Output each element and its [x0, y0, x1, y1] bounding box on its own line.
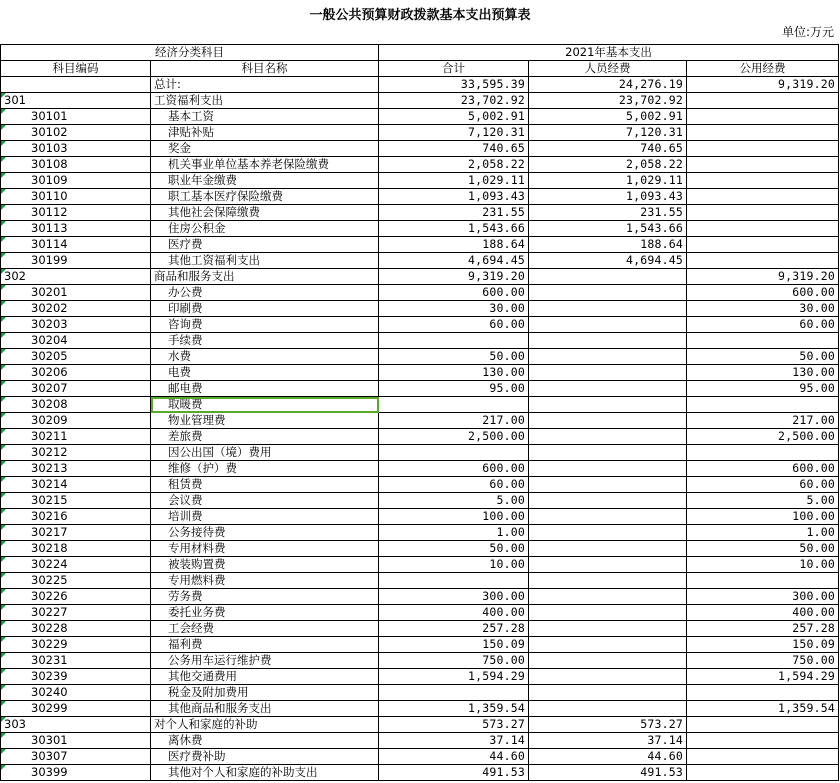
- table-row: [1, 589, 839, 605]
- table-row: [1, 285, 839, 301]
- cell-name[interactable]: 其他对个人和家庭的补助支出: [151, 765, 379, 781]
- cell-code[interactable]: 30207: [1, 381, 151, 397]
- cell-name[interactable]: 奖金: [151, 141, 379, 157]
- table-row: [1, 653, 839, 669]
- cell-total[interactable]: 5,002.91: [379, 109, 529, 125]
- cell-public[interactable]: 750.00: [687, 653, 839, 669]
- cell-code[interactable]: 30206: [1, 365, 151, 381]
- cell-total[interactable]: 4,694.45: [379, 253, 529, 269]
- table-row: [1, 765, 839, 781]
- cell-code[interactable]: 30102: [1, 125, 151, 141]
- cell-total[interactable]: 30.00: [379, 301, 529, 317]
- cell-total[interactable]: [379, 333, 529, 349]
- cell-total[interactable]: [379, 685, 529, 701]
- cell-public[interactable]: [687, 397, 839, 413]
- table-row: [1, 429, 839, 445]
- cell-total[interactable]: 2,500.00: [379, 429, 529, 445]
- cell-personnel[interactable]: [529, 317, 687, 333]
- table-row: [1, 717, 839, 733]
- cell-public[interactable]: [687, 445, 839, 461]
- cell-code[interactable]: 30114: [1, 237, 151, 253]
- cell-total[interactable]: 257.28: [379, 621, 529, 637]
- cell-total[interactable]: 23,702.92: [379, 93, 529, 109]
- cell-name[interactable]: 其他交通费用: [151, 669, 379, 685]
- table-row: [1, 461, 839, 477]
- cell-total[interactable]: 44.60: [379, 749, 529, 765]
- header-code[interactable]: 科目编码: [1, 61, 151, 77]
- cell-public[interactable]: 1,359.54: [687, 701, 839, 717]
- unit-label: 单位:万元: [781, 25, 834, 39]
- table-row: [1, 701, 839, 717]
- cell-personnel[interactable]: 231.55: [529, 205, 687, 221]
- cell-personnel[interactable]: [529, 285, 687, 301]
- table-row: [1, 525, 839, 541]
- cell-public[interactable]: 100.00: [687, 509, 839, 525]
- cell-name[interactable]: 医疗费补助: [151, 749, 379, 765]
- cell-name[interactable]: 印刷费: [151, 301, 379, 317]
- cell-name[interactable]: 税金及附加费用: [151, 685, 379, 701]
- cell-total[interactable]: 100.00: [379, 509, 529, 525]
- cell-personnel[interactable]: [529, 573, 687, 589]
- header-group-economic[interactable]: 经济分类科目: [1, 45, 379, 61]
- cell-public[interactable]: [687, 125, 839, 141]
- cell-public[interactable]: [687, 733, 839, 749]
- cell-total[interactable]: [379, 445, 529, 461]
- cell-public[interactable]: [687, 253, 839, 269]
- cell-code[interactable]: 30110: [1, 189, 151, 205]
- cell-personnel[interactable]: 7,120.31: [529, 125, 687, 141]
- cell-code[interactable]: 30202: [1, 301, 151, 317]
- cell-total[interactable]: 573.27: [379, 717, 529, 733]
- cell-total[interactable]: 50.00: [379, 349, 529, 365]
- cell-code[interactable]: 30108: [1, 157, 151, 173]
- cell-code[interactable]: 30399: [1, 765, 151, 781]
- cell-personnel[interactable]: 24,276.19: [529, 77, 687, 93]
- cell-total[interactable]: 1,029.11: [379, 173, 529, 189]
- cell-personnel[interactable]: 573.27: [529, 717, 687, 733]
- table-row: [1, 125, 839, 141]
- cell-total[interactable]: 9,319.20: [379, 269, 529, 285]
- cell-public[interactable]: [687, 173, 839, 189]
- cell-code[interactable]: 30101: [1, 109, 151, 125]
- cell-total[interactable]: 400.00: [379, 605, 529, 621]
- cell-personnel[interactable]: 1,543.66: [529, 221, 687, 237]
- cell-name[interactable]: 办公费: [151, 285, 379, 301]
- cell-public[interactable]: 600.00: [687, 285, 839, 301]
- cell-total[interactable]: 33,595.39: [379, 77, 529, 93]
- cell-personnel[interactable]: [529, 333, 687, 349]
- cell-public[interactable]: [687, 189, 839, 205]
- cell-personnel[interactable]: 23,702.92: [529, 93, 687, 109]
- table-row: [1, 221, 839, 237]
- table-row: [1, 157, 839, 173]
- cell-personnel[interactable]: [529, 477, 687, 493]
- cell-personnel[interactable]: 44.60: [529, 749, 687, 765]
- table-row: [1, 669, 839, 685]
- cell-code[interactable]: 30213: [1, 461, 151, 477]
- cell-personnel[interactable]: [529, 701, 687, 717]
- cell-total[interactable]: 95.00: [379, 381, 529, 397]
- cell-code[interactable]: 30214: [1, 477, 151, 493]
- header-total[interactable]: 合计: [379, 61, 529, 77]
- cell-name[interactable]: 其他社会保障缴费: [151, 205, 379, 221]
- cell-public[interactable]: [687, 333, 839, 349]
- cell-personnel[interactable]: 491.53: [529, 765, 687, 781]
- cell-personnel[interactable]: [529, 445, 687, 461]
- cell-code[interactable]: 30231: [1, 653, 151, 669]
- page-title: 一般公共预算财政拨款基本支出预算表: [309, 8, 531, 23]
- cell-name[interactable]: 公务用车运行维护费: [151, 653, 379, 669]
- cell-name[interactable]: 专用材料费: [151, 541, 379, 557]
- table-row: [1, 733, 839, 749]
- header-name[interactable]: 科目名称: [151, 61, 379, 77]
- cell-personnel[interactable]: [529, 685, 687, 701]
- table-row: [1, 189, 839, 205]
- cell-public[interactable]: 10.00: [687, 557, 839, 573]
- cell-personnel[interactable]: [529, 461, 687, 477]
- cell-name[interactable]: 其他商品和服务支出: [151, 701, 379, 717]
- cell-total[interactable]: 1,359.54: [379, 701, 529, 717]
- cell-code[interactable]: 30201: [1, 285, 151, 301]
- cell-code[interactable]: 30226: [1, 589, 151, 605]
- cell-public[interactable]: 1,594.29: [687, 669, 839, 685]
- table-row: [1, 349, 839, 365]
- table-row: [1, 685, 839, 701]
- cell-total[interactable]: 750.00: [379, 653, 529, 669]
- cell-code[interactable]: 30301: [1, 733, 151, 749]
- cell-name[interactable]: 被装购置费: [151, 557, 379, 573]
- cell-total[interactable]: 740.65: [379, 141, 529, 157]
- header-group-basic-expense[interactable]: 2021年基本支出: [379, 45, 839, 61]
- cell-name[interactable]: 电费: [151, 365, 379, 381]
- cell-name[interactable]: 手续费: [151, 333, 379, 349]
- cell-total[interactable]: 600.00: [379, 461, 529, 477]
- cell-personnel[interactable]: [529, 269, 687, 285]
- table-row: [1, 621, 839, 637]
- cell-name[interactable]: 住房公积金: [151, 221, 379, 237]
- cell-code[interactable]: 30113: [1, 221, 151, 237]
- cell-name[interactable]: 维修（护）费: [151, 461, 379, 477]
- cell-code[interactable]: 30307: [1, 749, 151, 765]
- cell-name[interactable]: 水费: [151, 349, 379, 365]
- cell-total[interactable]: [379, 397, 529, 413]
- cell-total[interactable]: 130.00: [379, 365, 529, 381]
- cell-public[interactable]: 50.00: [687, 349, 839, 365]
- table-row: [1, 749, 839, 765]
- cell-code[interactable]: 30112: [1, 205, 151, 221]
- cell-name[interactable]: 取暖费: [151, 397, 379, 413]
- cell-personnel[interactable]: 37.14: [529, 733, 687, 749]
- table-row: [1, 397, 839, 413]
- cell-public[interactable]: 60.00: [687, 317, 839, 333]
- table-row: [1, 413, 839, 429]
- cell-code[interactable]: 30215: [1, 493, 151, 509]
- cell-total[interactable]: 7,120.31: [379, 125, 529, 141]
- cell-personnel[interactable]: [529, 509, 687, 525]
- table-row: [1, 637, 839, 653]
- cell-name[interactable]: 商品和服务支出: [151, 269, 379, 285]
- cell-code[interactable]: 30209: [1, 413, 151, 429]
- cell-public[interactable]: 400.00: [687, 605, 839, 621]
- cell-code[interactable]: 30103: [1, 141, 151, 157]
- cell-public[interactable]: 9,319.20: [687, 269, 839, 285]
- cell-total[interactable]: 50.00: [379, 541, 529, 557]
- table-body: [1, 77, 839, 781]
- cell-public[interactable]: [687, 109, 839, 125]
- cell-name[interactable]: 委托业务费: [151, 605, 379, 621]
- cell-total[interactable]: 231.55: [379, 205, 529, 221]
- cell-public[interactable]: 95.00: [687, 381, 839, 397]
- cell-public[interactable]: [687, 749, 839, 765]
- cell-total[interactable]: 1,543.66: [379, 221, 529, 237]
- cell-personnel[interactable]: 1,029.11: [529, 173, 687, 189]
- cell-code[interactable]: 30205: [1, 349, 151, 365]
- cell-total[interactable]: 1,093.43: [379, 189, 529, 205]
- cell-personnel[interactable]: [529, 653, 687, 669]
- cell-name[interactable]: 职工基本医疗保险缴费: [151, 189, 379, 205]
- cell-name[interactable]: 工资福利支出: [151, 93, 379, 109]
- cell-personnel[interactable]: [529, 397, 687, 413]
- cell-code[interactable]: 30218: [1, 541, 151, 557]
- cell-name[interactable]: 专用燃料费: [151, 573, 379, 589]
- cell-personnel[interactable]: [529, 589, 687, 605]
- cell-public[interactable]: [687, 685, 839, 701]
- cell-personnel[interactable]: 188.64: [529, 237, 687, 253]
- cell-total[interactable]: 1,594.29: [379, 669, 529, 685]
- cell-code[interactable]: 30208: [1, 397, 151, 413]
- cell-code[interactable]: 30211: [1, 429, 151, 445]
- cell-public[interactable]: 9,319.20: [687, 77, 839, 93]
- cell-personnel[interactable]: [529, 637, 687, 653]
- table-row: [1, 253, 839, 269]
- cell-public[interactable]: 130.00: [687, 365, 839, 381]
- budget-table: [0, 44, 839, 781]
- cell-total[interactable]: 60.00: [379, 317, 529, 333]
- cell-name[interactable]: 邮电费: [151, 381, 379, 397]
- table-row: [1, 445, 839, 461]
- cell-name[interactable]: 因公出国（境）费用: [151, 445, 379, 461]
- cell-public[interactable]: [687, 221, 839, 237]
- cell-public[interactable]: 300.00: [687, 589, 839, 605]
- cell-personnel[interactable]: [529, 525, 687, 541]
- table-row: [1, 301, 839, 317]
- cell-public[interactable]: 1.00: [687, 525, 839, 541]
- table-row: [1, 173, 839, 189]
- cell-name[interactable]: 福利费: [151, 637, 379, 653]
- cell-total[interactable]: 2,058.22: [379, 157, 529, 173]
- cell-personnel[interactable]: [529, 381, 687, 397]
- cell-public[interactable]: 217.00: [687, 413, 839, 429]
- cell-public[interactable]: 2,500.00: [687, 429, 839, 445]
- cell-personnel[interactable]: 2,058.22: [529, 157, 687, 173]
- cell-personnel[interactable]: 1,093.43: [529, 189, 687, 205]
- cell-code[interactable]: 30212: [1, 445, 151, 461]
- cell-total[interactable]: 60.00: [379, 477, 529, 493]
- cell-name[interactable]: 公务接待费: [151, 525, 379, 541]
- table-row: [1, 317, 839, 333]
- cell-personnel[interactable]: [529, 301, 687, 317]
- cell-personnel[interactable]: 4,694.45: [529, 253, 687, 269]
- table-row: [1, 269, 839, 285]
- cell-code[interactable]: 30217: [1, 525, 151, 541]
- cell-code[interactable]: 30199: [1, 253, 151, 269]
- cell-name[interactable]: 津贴补贴: [151, 125, 379, 141]
- cell-public[interactable]: 150.09: [687, 637, 839, 653]
- cell-total[interactable]: 188.64: [379, 237, 529, 253]
- cell-total[interactable]: 491.53: [379, 765, 529, 781]
- cell-public[interactable]: [687, 717, 839, 733]
- cell-code[interactable]: 301: [1, 93, 151, 109]
- table-row: [1, 93, 839, 109]
- table-row: [1, 573, 839, 589]
- table-row: [1, 509, 839, 525]
- cell-total[interactable]: 600.00: [379, 285, 529, 301]
- cell-name[interactable]: 对个人和家庭的补助: [151, 717, 379, 733]
- cell-total[interactable]: 37.14: [379, 733, 529, 749]
- table-row: [1, 557, 839, 573]
- header-personnel[interactable]: 人员经费: [529, 61, 687, 77]
- cell-personnel[interactable]: 740.65: [529, 141, 687, 157]
- cell-name[interactable]: 工会经费: [151, 621, 379, 637]
- cell-public[interactable]: 257.28: [687, 621, 839, 637]
- cell-name[interactable]: 咨询费: [151, 317, 379, 333]
- table-row: [1, 541, 839, 557]
- cell-total[interactable]: 1.00: [379, 525, 529, 541]
- cell-code[interactable]: 30240: [1, 685, 151, 701]
- table-row: [1, 141, 839, 157]
- cell-public[interactable]: [687, 93, 839, 109]
- header-public[interactable]: 公用经费: [687, 61, 839, 77]
- cell-personnel[interactable]: [529, 493, 687, 509]
- cell-total[interactable]: 217.00: [379, 413, 529, 429]
- cell-code[interactable]: 30225: [1, 573, 151, 589]
- cell-personnel[interactable]: [529, 413, 687, 429]
- cell-name[interactable]: 其他工资福利支出: [151, 253, 379, 269]
- table-row: [1, 237, 839, 253]
- cell-total[interactable]: [379, 573, 529, 589]
- table-row: [1, 333, 839, 349]
- cell-public[interactable]: [687, 157, 839, 173]
- cell-personnel[interactable]: [529, 541, 687, 557]
- cell-personnel[interactable]: [529, 557, 687, 573]
- cell-name[interactable]: 职业年金缴费: [151, 173, 379, 189]
- cell-public[interactable]: [687, 205, 839, 221]
- cell-public[interactable]: 5.00: [687, 493, 839, 509]
- cell-code[interactable]: 30203: [1, 317, 151, 333]
- cell-personnel[interactable]: [529, 621, 687, 637]
- cell-name[interactable]: 差旅费: [151, 429, 379, 445]
- cell-code[interactable]: 30227: [1, 605, 151, 621]
- cell-name[interactable]: 劳务费: [151, 589, 379, 605]
- cell-public[interactable]: [687, 573, 839, 589]
- cell-code[interactable]: 30216: [1, 509, 151, 525]
- cell-name[interactable]: 离休费: [151, 733, 379, 749]
- cell-public[interactable]: [687, 141, 839, 157]
- table-row: [1, 381, 839, 397]
- cell-personnel[interactable]: [529, 429, 687, 445]
- cell-public[interactable]: 30.00: [687, 301, 839, 317]
- cell-code[interactable]: 30224: [1, 557, 151, 573]
- cell-personnel[interactable]: [529, 365, 687, 381]
- cell-code[interactable]: 30239: [1, 669, 151, 685]
- cell-code[interactable]: 30109: [1, 173, 151, 189]
- cell-name[interactable]: 基本工资: [151, 109, 379, 125]
- table-row: [1, 77, 839, 93]
- cell-code[interactable]: 30228: [1, 621, 151, 637]
- cell-code[interactable]: 302: [1, 269, 151, 285]
- cell-code[interactable]: 30204: [1, 333, 151, 349]
- cell-public[interactable]: [687, 765, 839, 781]
- cell-public[interactable]: 60.00: [687, 477, 839, 493]
- cell-personnel[interactable]: [529, 669, 687, 685]
- cell-code[interactable]: [1, 77, 151, 93]
- cell-total[interactable]: 10.00: [379, 557, 529, 573]
- cell-total[interactable]: 150.09: [379, 637, 529, 653]
- cell-total[interactable]: 300.00: [379, 589, 529, 605]
- cell-total[interactable]: 5.00: [379, 493, 529, 509]
- cell-public[interactable]: 50.00: [687, 541, 839, 557]
- cell-name[interactable]: 培训费: [151, 509, 379, 525]
- table-row: [1, 205, 839, 221]
- cell-code[interactable]: 303: [1, 717, 151, 733]
- cell-code[interactable]: 30229: [1, 637, 151, 653]
- cell-name[interactable]: 租赁费: [151, 477, 379, 493]
- cell-name[interactable]: 医疗费: [151, 237, 379, 253]
- cell-code[interactable]: 30299: [1, 701, 151, 717]
- cell-personnel[interactable]: 5,002.91: [529, 109, 687, 125]
- table-row: [1, 493, 839, 509]
- cell-personnel[interactable]: [529, 349, 687, 365]
- cell-name[interactable]: 机关事业单位基本养老保险缴费: [151, 157, 379, 173]
- cell-personnel[interactable]: [529, 605, 687, 621]
- table-row: [1, 605, 839, 621]
- cell-name[interactable]: 总计:: [151, 77, 379, 93]
- cell-public[interactable]: 600.00: [687, 461, 839, 477]
- table-row: [1, 109, 839, 125]
- cell-public[interactable]: [687, 237, 839, 253]
- table-row: [1, 477, 839, 493]
- table-row: [1, 365, 839, 381]
- cell-name[interactable]: 物业管理费: [151, 413, 379, 429]
- cell-name[interactable]: 会议费: [151, 493, 379, 509]
